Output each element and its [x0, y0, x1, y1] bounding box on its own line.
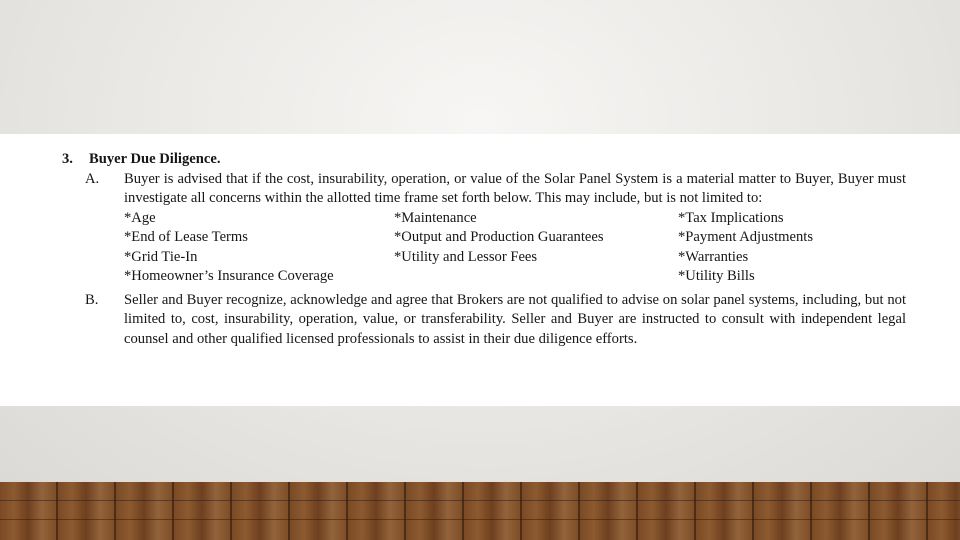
floor-board-seam [0, 500, 960, 501]
item-a-text: Buyer is advised that if the cost, insurability, operation, or value of the Solar Panel System is a material matter to Buyer, Buyer must investigate all concerns within the allotted time frame set forth below. This may include, but is not limited to: [124, 170, 906, 206]
concern-item: *Tax Implications [678, 209, 784, 226]
concern-item: *Grid Tie-In [124, 248, 198, 265]
concern-item: *Age [124, 209, 156, 226]
concern-item: *End of Lease Terms [124, 229, 248, 245]
concern-item: *Maintenance [394, 209, 477, 226]
section-number: 3. [62, 151, 73, 167]
concern-item: *Utility Bills [678, 268, 755, 284]
document-text [62, 150, 906, 349]
concern-item: *Warranties [678, 248, 749, 265]
concern-item: *Payment Adjustments [678, 229, 813, 245]
item-b-letter: B. [85, 291, 99, 308]
item-a-letter: A. [85, 170, 100, 187]
floor-board-seam [0, 519, 960, 520]
concern-item: *Homeowner’s Insurance Coverage [124, 268, 334, 284]
item-a [62, 170, 906, 287]
concern-item: *Utility and Lessor Fees [394, 248, 538, 265]
item-b-text: Seller and Buyer recognize, acknowledge and agree that Brokers are not qualified to advise on solar panel systems, including, but not limited to, cost, insurability, operation, value, or transferability. Seller and Buyer are instructed to consult with independent legal counsel and other qualified licensed professionals to assist in their due diligence efforts. [124, 291, 906, 347]
item-b [62, 291, 906, 350]
concern-empty [394, 267, 678, 287]
concern-item: *Output and Production Guarantees [394, 229, 604, 245]
wood-floor [0, 482, 960, 540]
section-heading [62, 150, 906, 170]
concerns-list [124, 209, 906, 287]
section-title: Buyer Due Diligence. [89, 151, 221, 167]
